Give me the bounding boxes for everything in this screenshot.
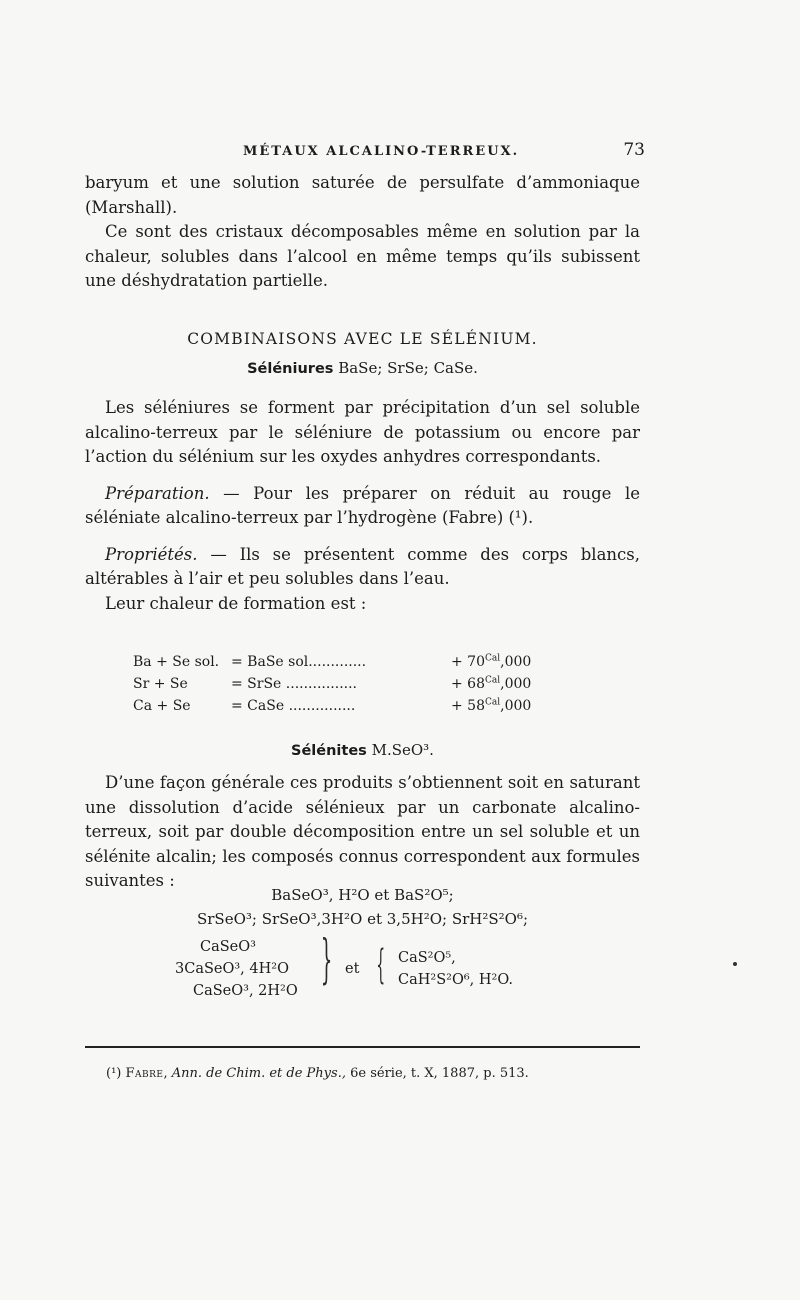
preparation-label: Préparation. [105, 483, 210, 503]
thermo-value: + $58^{Cal},000$ [451, 697, 532, 714]
properties-label: Propriétés. [105, 544, 198, 564]
subtitle-label: Séléniures [247, 361, 334, 377]
formula-line-1: BaSeO³, H²O et BaS²O⁵; [271, 886, 454, 904]
calcium-selenites-group [175, 936, 298, 1002]
thermo-row [133, 695, 573, 717]
properties-text: — Ils se présentent comme des corps blancs, altérables à l’air et peu solubles dans l’eau. [85, 544, 640, 588]
formula-item: CaH²S²O⁶, H²O. [398, 972, 513, 988]
thermo-value: + $68^{Cal},000$ [451, 675, 532, 692]
stray-mark [733, 962, 737, 966]
thermo-product: = BaSe sol............. [231, 654, 367, 670]
footnote-journal: Ann. de Chim. et de Phys., [171, 1066, 346, 1081]
footnote: (¹) Fabre, Ann. de Chim. et de Phys., 6e série, t. X, 1887, p. 513. [106, 1066, 529, 1081]
intro-paragraph-1: baryum et une solution saturée de persulfate d’ammoniaque (Marshall). [85, 173, 640, 217]
footnote-reference: 6e série, t. X, 1887, p. 513. [350, 1066, 529, 1081]
formula-item: CaSeO³, 2H²O [193, 983, 298, 999]
thermo-product: = CaSe ............... [231, 698, 356, 714]
thermo-row [133, 673, 573, 695]
formula-item: CaS²O⁵, [398, 950, 456, 966]
running-header [85, 140, 645, 164]
selenites-text: D’une façon générale ces produits s’obtiennent soit en saturant une dissolution d’acide sélénieux par un carbonate alcalino-terreux, soit par double décomposition entre un sel soluble et un sélénite alcalin; les composés connus correspondent aux formules suivantes : [85, 773, 640, 890]
preparation-paragraph [85, 482, 640, 531]
footnote-rule [85, 1046, 640, 1048]
footnote-author: Fabre [125, 1066, 164, 1081]
calcium-pyroselenites-group [398, 947, 513, 991]
formula-item: CaSeO³ [200, 939, 256, 955]
formula-line-2: SrSeO³; SrSeO³,3H²O et 3,5H²O; SrH²S²O⁶; [196, 910, 529, 928]
selenite-formulas [85, 883, 640, 931]
thermo-reactants: Ca + Se [133, 698, 191, 714]
running-title: MÉTAUX ALCALINO-TERREUX. [243, 144, 520, 159]
selenites-formula: M.SeO³. [371, 741, 434, 759]
thermo-reactants: Ba + Se sol. [133, 654, 220, 670]
heat-intro: Leur chaleur de formation est : [105, 593, 367, 613]
intro-paragraphs [85, 171, 640, 294]
selenites-label: Sélénites [291, 743, 367, 759]
heat-of-formation-table [133, 651, 573, 717]
thermo-row [133, 651, 573, 673]
section-subtitle [85, 359, 640, 377]
selenites-paragraph [85, 771, 640, 894]
formula-connector: et [345, 961, 360, 977]
properties-paragraph [85, 543, 640, 592]
thermo-reactants: Sr + Se [133, 676, 188, 692]
thermo-product: = SrSe ................ [231, 676, 357, 692]
selenides-paragraph: Les séléniures se forment par précipitation d’un sel soluble alcalino-terreux par le séléniure de potassium ou encore par l’action du sélénium sur les oxydes anhydres correspondants. [85, 398, 640, 466]
formula-item: 3CaSeO³, 4H²O [175, 961, 289, 977]
preparation-text: — Pour les préparer on réduit au rouge le séléniate alcalino-terreux par l’hydrogène (Fabre) (¹). [85, 483, 640, 527]
footnote-marker: (¹) [106, 1066, 122, 1081]
subtitle-formulas: BaSe; SrSe; CaSe. [338, 359, 478, 377]
thermo-value: + $70^{Cal},000$ [451, 653, 532, 670]
page-number: 73 [623, 140, 645, 160]
selenites-heading [85, 741, 640, 759]
section-title: COMBINAISONS AVEC LE SÉLÉNIUM. [187, 330, 538, 348]
left-brace-icon: { [376, 942, 386, 988]
right-brace-icon: } [320, 930, 333, 990]
intro-paragraph-2: Ce sont des cristaux décomposables même en solution par la chaleur, solubles dans l’alcool en même temps qu’ils subissent une déshydratation partielle. [85, 222, 640, 290]
selenides-text [85, 396, 640, 616]
